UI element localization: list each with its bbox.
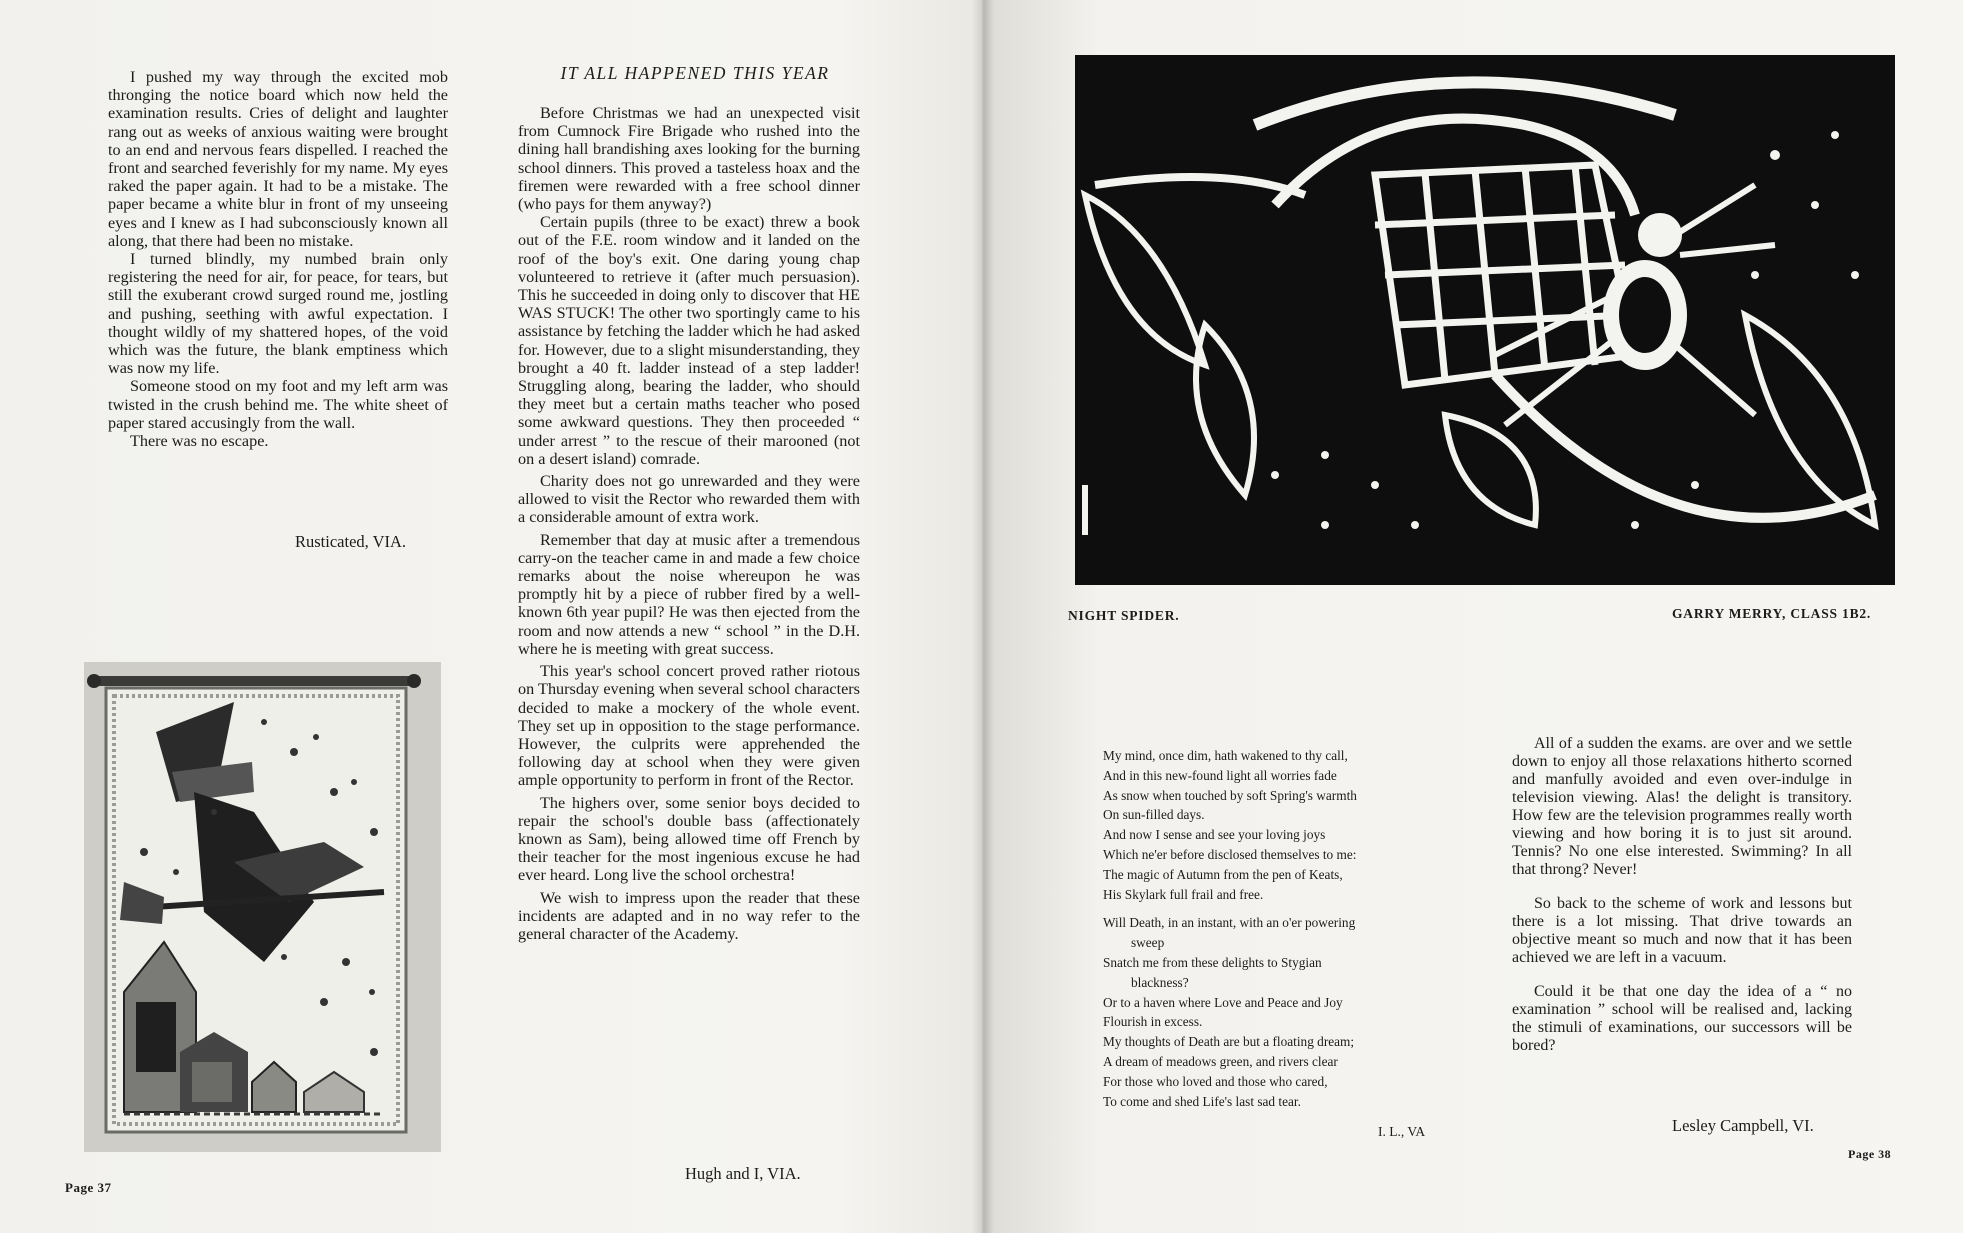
article-paragraph: Before Christmas we had an unexpected visit from Cumnock Fire Brigade who rushed into the dining hall brandishing axes looking for the burning school dinners. This proved a tasteless hoax and the firemen were rewarded with a free school dinner (who pays for them anyway?) [518,104,860,214]
story-signature: Rusticated, VIA. [295,532,407,551]
poem-line: blackness? [1131,974,1189,990]
artwork-artist: GARRY MERRY, CLASS 1B2. [1672,606,1872,621]
poem-line: And in this new-found light all worries fade [1103,767,1337,783]
essay-column [1512,735,1852,1055]
article-paragraph: We wish to impress upon the reader that these incidents are adapted and in no way refer to the general character of the Academy. [518,888,860,943]
poem-line: And now I sense and see your loving joys [1103,827,1326,843]
article-title: IT ALL HAPPENED THIS YEAR [560,63,830,83]
poem-line: Or to a haven where Love and Peace and Joy [1103,994,1343,1010]
article-column [518,104,860,943]
book-gutter [972,0,994,1233]
witch-embroidery-illustration [84,662,441,1152]
story-paragraph: There was no escape. [130,432,269,451]
poem-line: On sun-filled days. [1103,807,1205,823]
poem-line: My mind, once dim, hath wakened to thy call, [1103,748,1348,763]
poem-stanza-1 [1103,746,1433,904]
night-spider-print [1075,55,1895,585]
poem-line: To come and shed Life's last sad tear. [1103,1093,1301,1109]
page-number-right: Page 38 [1848,1147,1892,1161]
article-paragraph: Charity does not go unrewarded and they were allowed to visit the Rector who rewarded them with a considerable amount of extra work. [518,472,860,527]
poem-line: A dream of meadows green, and rivers clear [1103,1053,1338,1069]
poem-line: Snatch me from these delights to Stygian [1103,954,1322,970]
article-paragraph: The highers over, some senior boys decided to repair the school's double bass (affectionately known as Sam), being allowed time off French by their teacher for the most ingenious excuse he had ever heard. Long live the school orchestra! [518,793,860,885]
poem-line: My thoughts of Death are but a floating dream; [1103,1034,1355,1050]
essay-paragraph: Could it be that one day the idea of a “ no examination ” school will be realised and, lacking the stimuli of examinations, our successors will be bored? [1512,983,1852,1054]
article-paragraph: Certain pupils (three to be exact) threw a book out of the F.E. room window and it landed on the roof of the boy's exit. One daring young chap volunteered to retrieve it (after much persuasion). This he succeeded in doing only to discover that HE WAS STUCK! The other two sportingly came to his assistance by fetching the ladder which he had asked for. However, due to a slight misunderstanding, they brought a 40 ft. ladder instead of a step ladder! Struggling along, bearing the ladder, who should they meet but a certain maths teacher who posed some awkward questions. They then proceeded “ under arrest ” to the rescue of their marooned (not on a desert island) comrade. [518,213,860,468]
essay-paragraph: All of a sudden the exams. are over and we settle down to enjoy all those relaxations hitherto scorned and manfully avoided and even over-indulge in television viewing. Alas! the delight is transitory. How few are the television programmes really worth viewing and how boring it is to just sit around. Tennis? No one else interested. Swimming? In all that throng? Never! [1512,735,1852,878]
story-paragraph: I pushed my way through the excited mob thronging the notice board which now held the examination results. Cries of delight and laughter rang out as weeks of anxious waiting were brought to an end and nervous fears dispelled. I reached the front and searched feverishly for my name. My eyes raked the paper again. It had to be a mistake. The paper became a white blur in front of my unseeing eyes and I knew as I had subconsciously known all along, that there had been no mistake. [108,68,448,250]
poem-line: For those who loved and those who cared, [1103,1073,1328,1089]
essay-paragraph: So back to the scheme of work and lessons but there is a lot missing. That drive towards an objective meant so much and now that it has been achieved we are left in a vacuum. [1512,895,1852,966]
poem-line: Will Death, in an instant, with an o'er powering [1103,915,1356,931]
night-spider-illustration [1075,55,1895,585]
witch-embroidery-photo [84,662,441,1152]
poem-stanza-2 [1103,913,1433,1111]
article-signature: Hugh and I, VIA. [685,1164,801,1183]
poem-signature: I. L., VA [1378,1124,1426,1139]
article-paragraph: Remember that day at music after a tremendous carry-on the teacher came in and made a few choice remarks about the noise whereupon he was promptly hit by a piece of rubber fired by a well-known 6th year pupil? He was then ejected from the room and now attends a new “ school ” in the D.H. where he is meeting with great success. [518,530,860,658]
poem-line: sweep [1131,935,1165,951]
story-paragraph: Someone stood on my foot and my left arm was twisted in the crush behind me. The white sheet of paper stared accusingly from the wall. [108,377,448,432]
essay-signature: Lesley Campbell, VI. [1672,1116,1814,1135]
story-paragraph: I turned blindly, my numbed brain only registering the need for air, for peace, for tears, but still the exuberant crowd surged round me, jostling and pushing, seething with awful expectation. I thought wildly of my shattered hopes, of the void which was the future, the blank emptiness which was now my life. [108,250,448,378]
poem-line: Flourish in excess. [1103,1014,1203,1030]
story-column [108,68,448,450]
poem [1103,746,1433,1111]
poem-line: His Skylark full frail and free. [1103,886,1264,902]
page-number-left: Page 37 [65,1180,112,1195]
article-paragraph: This year's school concert proved rather riotous on Thursday evening when several school characters decided to make a mockery of the whole event. They set up in opposition to the stage performance. However, the culprits were apprehended the following day at school when they were given ample opportunity to perform in front of the Rector. [518,662,860,790]
artwork-title: NIGHT SPIDER. [1068,608,1180,623]
poem-line: The magic of Autumn from the pen of Keats, [1103,866,1343,882]
poem-line: As snow when touched by soft Spring's warmth [1103,787,1357,803]
poem-line: Which ne'er before disclosed themselves to me: [1103,846,1357,862]
